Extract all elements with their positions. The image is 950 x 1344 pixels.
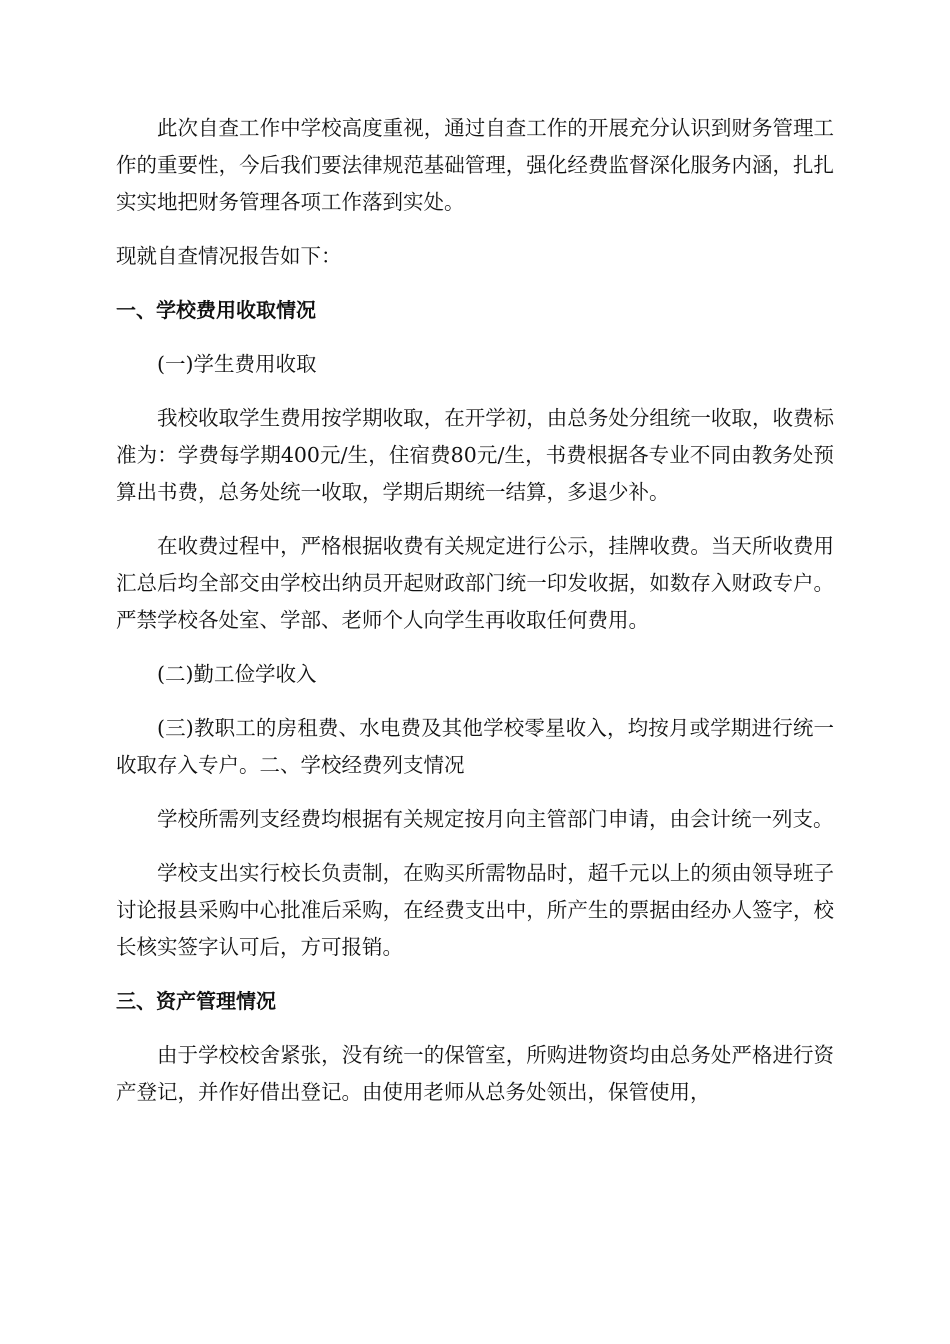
subsection-heading-student-fees: (一)学生费用收取 bbox=[157, 352, 317, 376]
fee-process-paragraph: 在收费过程中，严格根据收费有关规定进行公示，挂牌收费。当天所收费用汇总后均全部交由学校出纳员开起财政部门统一印发收据，如数存入财政专户。严禁学校各处室、学部、老师个人向学生再收取任何费用。 bbox=[116, 534, 834, 632]
section-heading-asset-management: 三、资产管理情况 bbox=[116, 989, 276, 1013]
expenditure-paragraph: 学校所需列支经费均根据有关规定按月向主管部门申请，由会计统一列支。 bbox=[157, 807, 834, 831]
student-fees-paragraph: 我校收取学生费用按学期收取，在开学初，由总务处分组统一收取，收费标准为：学费每学期400元/生，住宿费80元/生，书费根据各专业不同由教务处预算出书费，总务处统一收取，学期后期统一结算，多退少补。 bbox=[116, 406, 834, 504]
asset-management-paragraph: 由于学校校舍紧张，没有统一的保管室，所购进物资均由总务处严格进行资产登记，并作好借出登记。由使用老师从总务处领出，保管使用， bbox=[116, 1043, 834, 1104]
section-heading-fee-collection: 一、学校费用收取情况 bbox=[116, 298, 316, 322]
subsection-heading-work-study: (二)勤工俭学收入 bbox=[157, 662, 317, 686]
principal-responsibility-paragraph: 学校支出实行校长负责制，在购买所需物品时，超千元以上的须由领导班子讨论报县采购中心批准后采购，在经费支出中，所产生的票据由经办人签字，校长核实签字认可后，方可报销。 bbox=[116, 861, 834, 959]
intro-paragraph: 此次自查工作中学校高度重视，通过自查工作的开展充分认识到财务管理工作的重要性，今后我们要法律规范基础管理，强化经费监督深化服务内涵，扎扎实实地把财务管理各项工作落到实处。 bbox=[116, 116, 834, 214]
staff-income-paragraph: (三)教职工的房租费、水电费及其他学校零星收入，均按月或学期进行统一收取存入专户。二、学校经费列支情况 bbox=[116, 716, 834, 777]
report-lead-paragraph: 现就自查情况报告如下： bbox=[116, 244, 342, 268]
document-page bbox=[116, 110, 834, 1128]
